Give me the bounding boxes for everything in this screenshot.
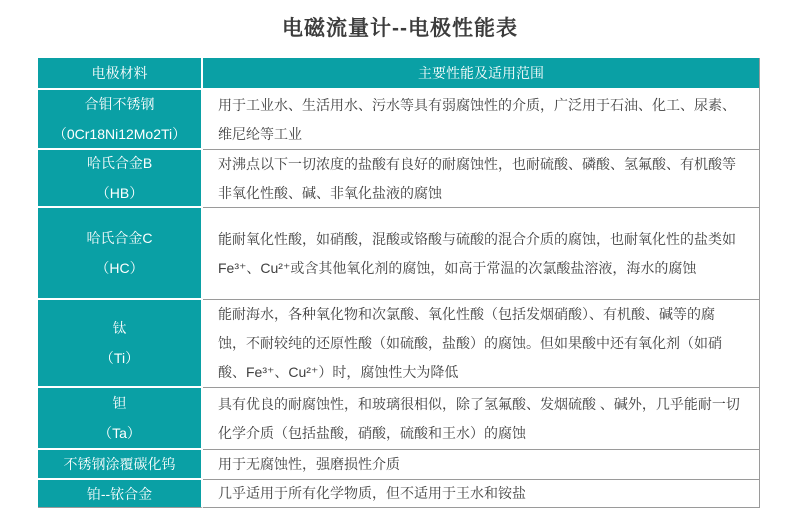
table-row [38,450,759,480]
material-cell [38,150,203,208]
description-cell [203,150,759,208]
material-grade: （Ta） [98,425,141,441]
description-text: 对沸点以下一切浓度的盐酸有良好的耐腐蚀性，也耐硫酸、磷酸、氢氟酸、有机酸等非氧化性酸、碱、非氧化盐液的腐蚀 [218,155,736,201]
material-cell [38,90,203,150]
description-cell [203,450,759,480]
table-row [38,150,759,208]
material-name: 合钼不锈钢 [84,96,155,112]
description-cell [203,208,759,300]
table-row [38,480,759,508]
description-cell [203,90,759,150]
material-cell [38,480,203,508]
description-text: 用于无腐蚀性，强磨损性介质 [218,456,400,472]
table-header-row [38,58,759,90]
material-grade: （Ti） [99,350,140,366]
material-cell [38,208,203,300]
header-cell-performance: 主要性能及适用范围 [203,58,759,90]
description-text: 能耐氧化性酸，如硝酸，混酸或铬酸与硫酸的混合介质的腐蚀，也耐氧化性的盐类如Fe³⁺、Cu²⁺或含其他氧化剂的腐蚀，如高于常温的次氯酸盐溶液，海水的腐蚀 [218,230,736,276]
material-grade: （HB） [95,185,144,201]
description-text: 用于工业水、生活用水、污水等具有弱腐蚀性的介质，广泛用于石油、化工、尿素、维尼纶等工业 [218,96,736,142]
material-name: 不锈钢涂覆碳化钨 [63,456,176,472]
material-name: 铂--铱合金 [86,485,153,502]
electrode-performance-table [38,58,760,508]
description-cell [203,300,759,388]
material-name: 钽 [112,395,127,411]
table-row [38,90,759,150]
material-cell [38,450,203,480]
material-name: 哈氏合金B [86,155,153,171]
table-row [38,388,759,450]
material-name: 哈氏合金C [86,230,153,246]
table-row [38,300,759,388]
material-grade: （0Cr18Ni12Mo2Ti） [52,126,187,142]
description-text: 能耐海水，各种氧化物和次氯酸、氧化性酸（包括发烟硝酸）、有机酸、碱等的腐蚀，不耐较纯的还原性酸（如硫酸，盐酸）的腐蚀。但如果酸中还有氧化剂（如硝酸、Fe³⁺、Cu²⁺）时，腐蚀性大为降低 [218,306,722,380]
description-text: 几乎适用于所有化学物质，但不适用于王水和铵盐 [218,485,526,501]
table-row [38,208,759,300]
description-cell [203,480,759,508]
description-cell [203,388,759,450]
page-title: 电磁流量计--电极性能表 [282,17,518,40]
material-grade: （HC） [95,260,144,276]
description-text: 具有优良的耐腐蚀性，和玻璃很相似，除了氢氟酸、发烟硫酸 、碱外，几乎能耐一切化学介质（包括盐酸，硝酸，硫酸和王水）的腐蚀 [218,395,740,441]
material-cell [38,388,203,450]
header-cell-material: 电极材料 [38,58,203,90]
material-name: 钛 [112,320,127,336]
material-cell [38,300,203,388]
